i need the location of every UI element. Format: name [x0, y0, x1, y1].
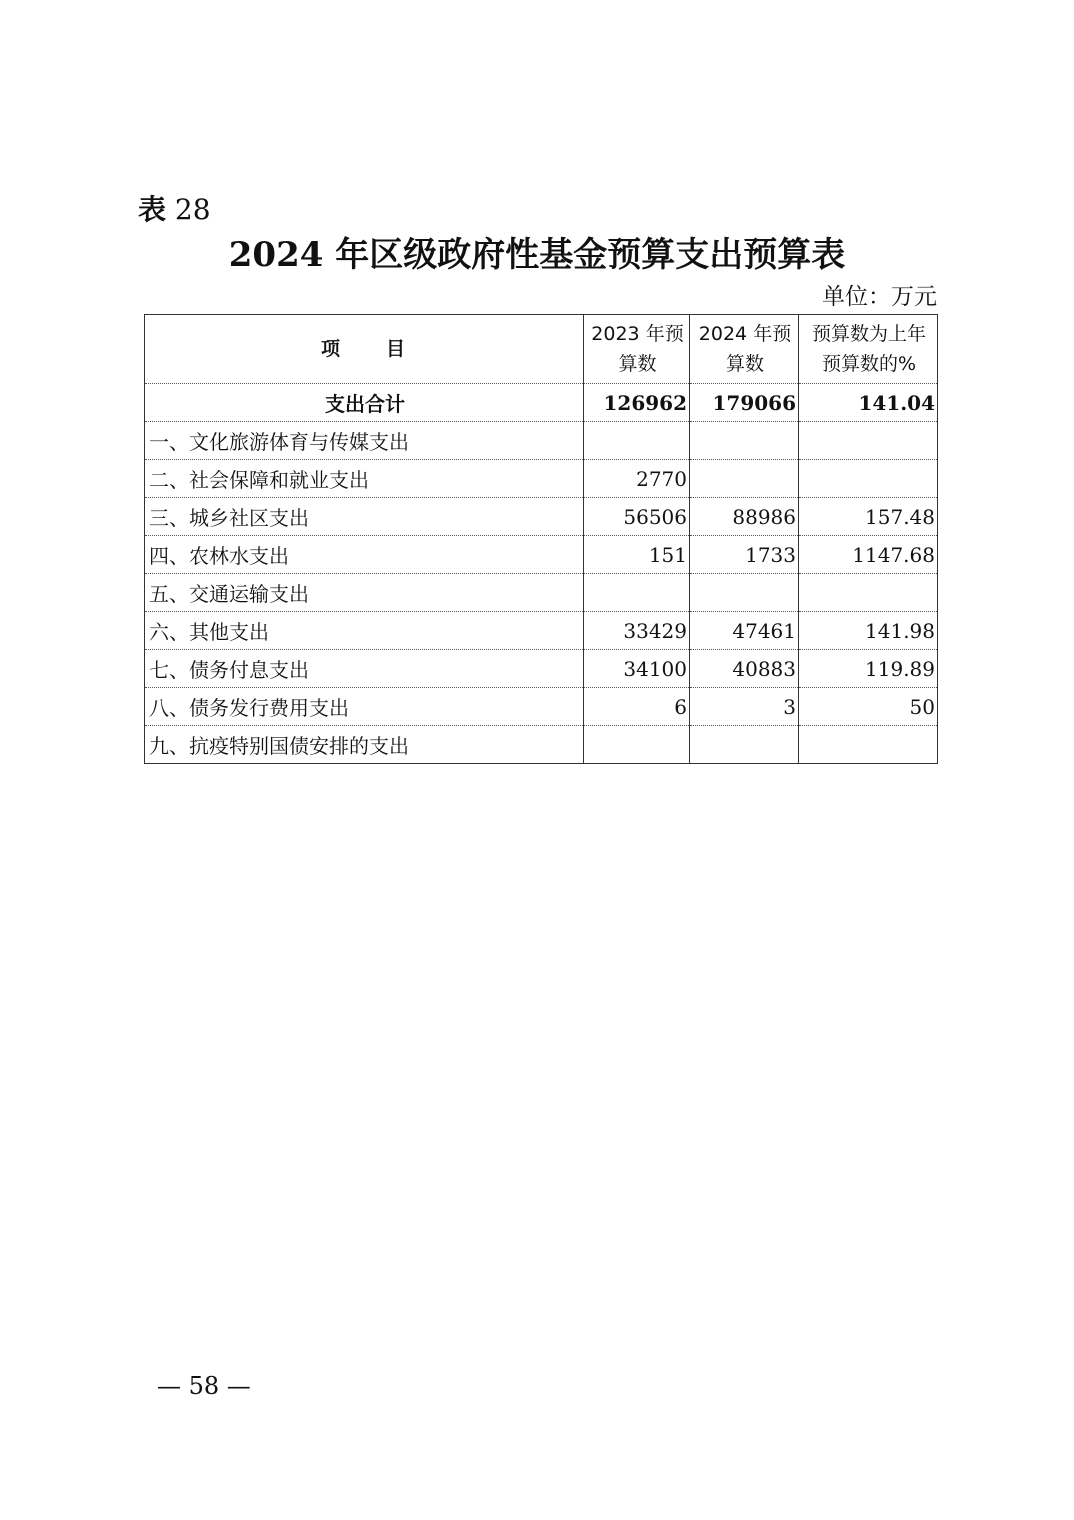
table-row	[145, 574, 938, 612]
table-header-row	[145, 315, 938, 384]
row-budget-2024	[690, 460, 799, 498]
page-number: — 58 —	[157, 1372, 251, 1400]
row-budget-2024	[690, 726, 799, 764]
header-item: 项目	[145, 315, 584, 384]
row-pct: 119.89	[799, 650, 938, 688]
header-pct	[799, 315, 938, 384]
table-row	[145, 688, 938, 726]
row-budget-2023	[584, 574, 690, 612]
total-budget-2023: 126962	[584, 384, 690, 422]
row-pct: 157.48	[799, 498, 938, 536]
row-item: 三、城乡社区支出	[145, 498, 584, 536]
row-budget-2024: 1733	[690, 536, 799, 574]
total-pct: 141.04	[799, 384, 938, 422]
table-row	[145, 726, 938, 764]
row-budget-2024: 88986	[690, 498, 799, 536]
header-budget-2023-line1: 2023 年预	[591, 323, 684, 345]
table-row	[145, 422, 938, 460]
row-pct	[799, 574, 938, 612]
row-pct	[799, 726, 938, 764]
row-budget-2023: 6	[584, 688, 690, 726]
row-item: 二、社会保障和就业支出	[145, 460, 584, 498]
row-pct: 1147.68	[799, 536, 938, 574]
table-row	[145, 498, 938, 536]
unit-label: 单位：万元	[822, 284, 937, 310]
row-budget-2023: 56506	[584, 498, 690, 536]
table-row	[145, 650, 938, 688]
row-item: 六、其他支出	[145, 612, 584, 650]
table-number	[138, 192, 211, 228]
row-budget-2023: 2770	[584, 460, 690, 498]
row-pct: 141.98	[799, 612, 938, 650]
header-budget-2024-line1: 2024 年预	[698, 323, 792, 345]
row-item: 一、文化旅游体育与传媒支出	[145, 422, 584, 460]
total-row	[145, 384, 938, 422]
header-budget-2023	[584, 315, 690, 384]
row-item: 九、抗疫特别国债安排的支出	[145, 726, 584, 764]
budget-table	[144, 314, 938, 764]
row-budget-2023	[584, 726, 690, 764]
header-budget-2023-line2: 算数	[618, 353, 657, 375]
header-pct-line1: 预算数为上年	[811, 323, 926, 345]
header-budget-2024	[690, 315, 799, 384]
header-pct-line2: 预算数的%	[821, 353, 917, 375]
row-pct	[799, 460, 938, 498]
row-item: 四、农林水支出	[145, 536, 584, 574]
row-budget-2023: 33429	[584, 612, 690, 650]
table-row	[145, 612, 938, 650]
row-item: 七、债务付息支出	[145, 650, 584, 688]
row-budget-2023	[584, 422, 690, 460]
header-budget-2024-line2: 算数	[725, 353, 764, 375]
table-number-value: 28	[174, 193, 211, 226]
row-budget-2024	[690, 422, 799, 460]
row-budget-2023: 151	[584, 536, 690, 574]
total-item: 支出合计	[145, 384, 584, 422]
row-pct: 50	[799, 688, 938, 726]
row-budget-2024: 40883	[690, 650, 799, 688]
row-budget-2024	[690, 574, 799, 612]
table-number-label: 表	[138, 193, 167, 226]
document-title: 2024 年区级政府性基金预算支出预算表	[228, 235, 846, 275]
row-item: 八、债务发行费用支出	[145, 688, 584, 726]
table-row	[145, 460, 938, 498]
row-pct	[799, 422, 938, 460]
row-item: 五、交通运输支出	[145, 574, 584, 612]
table-row	[145, 536, 938, 574]
row-budget-2023: 34100	[584, 650, 690, 688]
row-budget-2024: 47461	[690, 612, 799, 650]
row-budget-2024: 3	[690, 688, 799, 726]
total-budget-2024: 179066	[690, 384, 799, 422]
